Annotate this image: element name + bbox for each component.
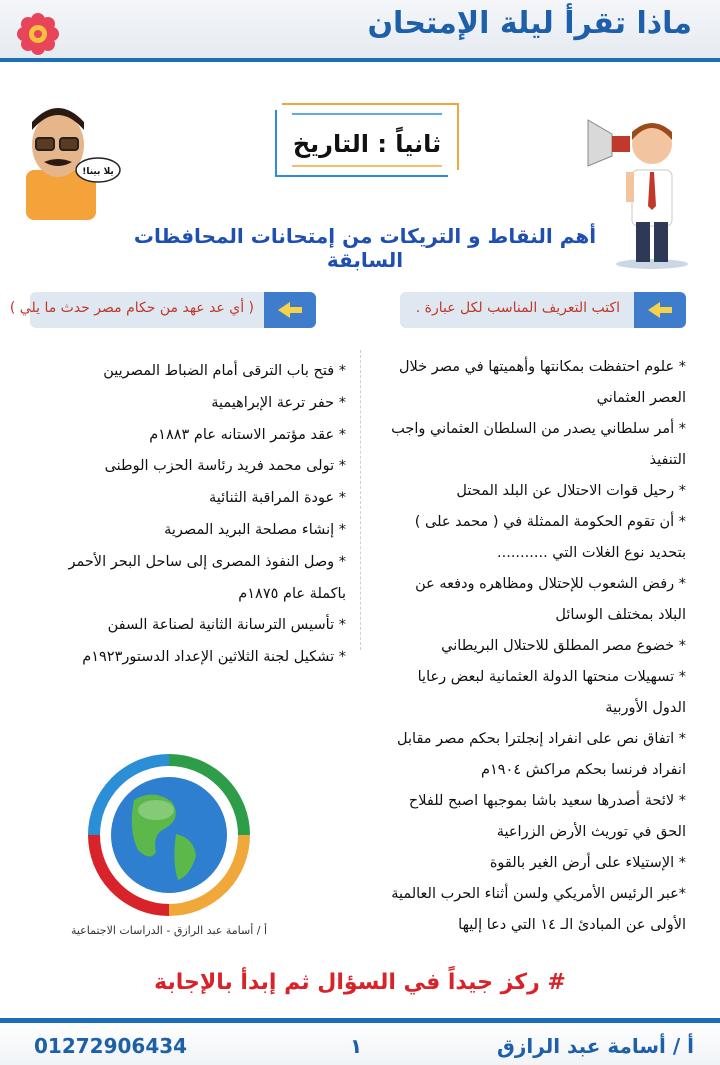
- page-number: ١: [350, 1034, 363, 1058]
- header-title: ماذا تقرأ ليلة الإمتحان: [367, 6, 692, 41]
- list-item: * عودة المراقبة الثنائية: [208, 490, 346, 507]
- caricature-illustration: [16, 100, 121, 220]
- arrow-box: [264, 292, 316, 328]
- arrow-box: [634, 292, 686, 328]
- list-item: الحق في توريث الأرض الزراعية: [496, 824, 686, 840]
- svg-text:يلا بينا!: يلا بينا!: [82, 167, 114, 177]
- globe-logo: [64, 730, 274, 940]
- left-section-heading: [9, 292, 316, 328]
- page-footer: [0, 1018, 720, 1065]
- list-item: * عقد مؤتمر الاستانه عام ١٨٨٣م: [149, 426, 346, 443]
- list-item: * لائحة أصدرها سعيد باشا بموجبها اصبح للفلاح: [408, 793, 686, 809]
- left-section-heading-text: ( أي عد عهد من حكام مصر حدث ما يلي ): [9, 300, 254, 316]
- list-item: * تشكيل لجنة الثلاثين الإعداد الدستور١٩٢٣م: [82, 649, 346, 666]
- list-item: التنفيذ: [649, 452, 686, 468]
- list-item: * تسهيلات منحتها الدولة العثمانية لبعض رعايا: [417, 669, 686, 685]
- subtitle: أهم النقاط و التريكات من إمتحانات المحافظات السابقة: [133, 224, 597, 272]
- list-item: * الإستيلاء على أرض الغير بالقوة: [489, 855, 686, 871]
- list-item: * فتح باب الترقى أمام الضباط المصريين: [103, 363, 346, 379]
- list-item: *عبر الرئيس الأمريكي ولسن أثناء الحرب العالمية: [391, 886, 686, 902]
- list-item: * أمر سلطاني يصدر من السلطان العثماني واجب: [391, 421, 686, 437]
- section-title: ثانياً : التاريخ: [292, 130, 442, 158]
- list-item: انفراد فرنسا بحكم مراكش ١٩٠٤م: [480, 762, 686, 778]
- list-item: العصر العثماني: [596, 390, 686, 406]
- list-item: البلاد بمختلف الوسائل: [555, 607, 686, 623]
- list-item: * رحيل قوات الاحتلال عن البلد المحتل: [456, 483, 686, 499]
- left-arrow-icon: [264, 292, 316, 328]
- right-section-heading-text: اكتب التعريف المناسب لكل عبارة .: [415, 300, 620, 316]
- hashtag-tip: # ركز جيداً في السؤال ثم إبدأ بالإجابة: [154, 970, 566, 995]
- column-divider: [360, 350, 361, 650]
- list-item: الدول الأوربية: [605, 700, 686, 716]
- rulers-list: [26, 356, 346, 674]
- right-section-heading: [400, 292, 686, 328]
- list-item: * خضوع مصر المطلق للاحتلال البريطاني: [441, 638, 686, 654]
- list-item: * تولى محمد فريد رئاسة الحزب الوطنى: [104, 458, 346, 475]
- list-item: * تأسيس الترسانة الثانية لصناعة السفن: [107, 617, 346, 634]
- list-item: بتحديد نوع الغلات التي ...........: [497, 545, 686, 561]
- list-item: * حفر ترعة الإبراهيمية: [211, 394, 346, 411]
- list-item: * أن تقوم الحكومة الممثلة في ( محمد على ): [414, 514, 686, 530]
- author-name: أ / أسامة عبد الرازق: [497, 1034, 694, 1058]
- list-item: * اتفاق نص على انفراد إنجلترا بحكم مصر مقابل: [397, 731, 686, 747]
- definitions-list: [380, 352, 686, 941]
- list-item: * علوم احتفظت بمكانتها وأهميتها في مصر خلال: [398, 359, 686, 375]
- list-item: الأولى عن المبادئ الـ ١٤ التي دعا إليها: [458, 917, 686, 933]
- list-item: * وصل النفوذ المصرى إلى ساحل البحر الأحمر: [68, 553, 346, 570]
- phone-number: 01272906434: [34, 1034, 188, 1058]
- list-item: باكملة عام ١٨٧٥م: [238, 585, 346, 602]
- list-item: * رفض الشعوب للإحتلال ومظاهره ودفعه عن: [415, 576, 686, 592]
- globe-logo-text: أ / أسامة عبد الرازق - الدراسات الاجتماعية: [70, 924, 268, 937]
- page-header: [0, 0, 720, 64]
- flower-icon: [16, 12, 60, 56]
- left-arrow-icon: [634, 292, 686, 328]
- list-item: * إنشاء مصلحة البريد المصرية: [164, 521, 346, 538]
